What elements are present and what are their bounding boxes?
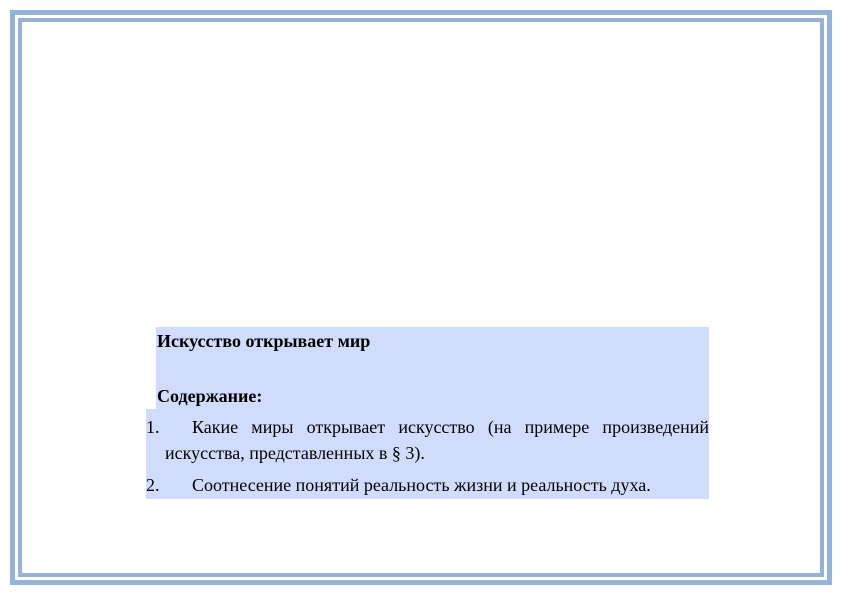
- header-highlight: [156, 327, 709, 409]
- list-item-text: Какие миры открывает искусство (на примере произведений искусства, представленных в § 3).: [165, 417, 709, 463]
- list-item-number: 1.: [146, 417, 160, 437]
- title-spacer: [157, 360, 709, 384]
- content-block: [146, 327, 709, 499]
- list-item: [146, 473, 709, 499]
- contents-list: [146, 409, 709, 499]
- list-item-number: 2.: [146, 474, 160, 495]
- list-item: [146, 415, 709, 467]
- list-item-text: Соотнесение понятий реальность жизни и реальность духа.: [192, 474, 651, 495]
- contents-heading: Содержание:: [157, 386, 263, 406]
- document-title: Искусство открывает мир: [157, 331, 371, 351]
